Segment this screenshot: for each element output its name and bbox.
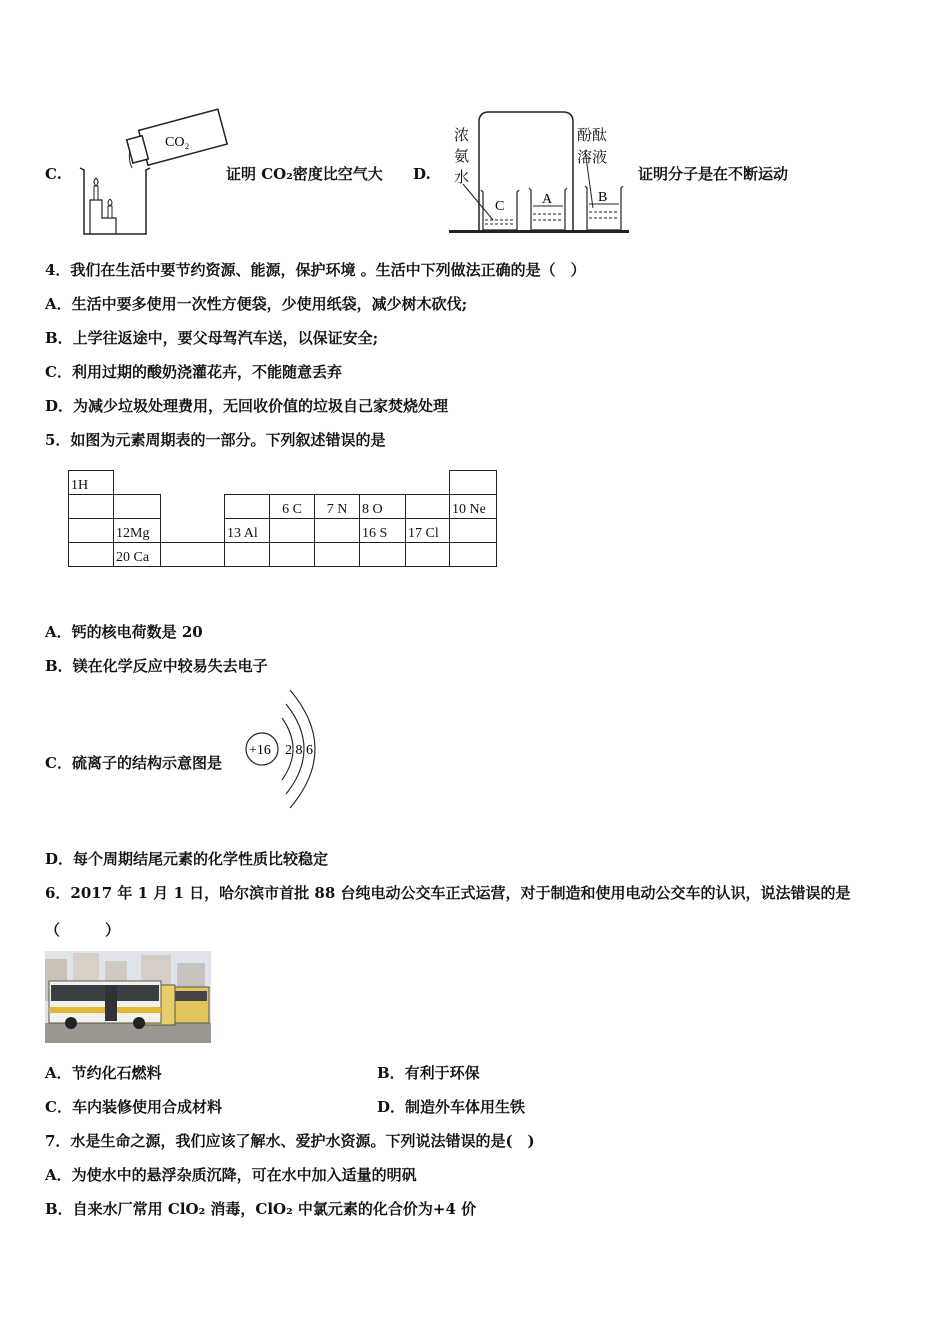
q4-option-c: C．利用过期的酸奶浇灌花卉，不能随意丢弃 <box>45 363 342 381</box>
q6-stem: 6．2017 年 1 月 1 日，哈尔滨市首批 88 台纯电动公交车正式运营，对于制造和使用电动公交车的认识，说法错误的是 <box>45 884 851 902</box>
q6-option-d: D．制造外车体用生铁 <box>377 1098 526 1116</box>
beaker-b-label: B <box>598 190 608 205</box>
periodic-table-fragment <box>68 470 497 567</box>
cell-al: 13 Al <box>225 519 270 543</box>
q3-option-d-text: 证明分子是在不断运动 <box>638 165 789 183</box>
q7-option-a: A．为使水中的悬浮杂质沉降，可在水中加入适量的明矾 <box>45 1166 417 1184</box>
sulfur-ion-structure-diagram <box>240 686 335 818</box>
q6-option-c: C．车内装修使用合成材料 <box>45 1098 222 1116</box>
q4-option-b: B．上学往返途中，要父母驾汽车送，以保证安全; <box>45 329 379 347</box>
nucleus-charge: +16 <box>249 743 271 758</box>
q5-option-c: C．硫离子的结构示意图是 <box>45 754 222 772</box>
electron-shells: 2 8 6 <box>285 743 313 758</box>
q5-option-d: D．每个周期结尾元素的化学性质比较稳定 <box>45 850 329 868</box>
label-an: 氨 <box>454 147 470 165</box>
q4-option-a: A．生活中要多使用一次性方便袋，少使用纸袋，减少树木砍伐; <box>45 295 468 313</box>
q6-option-b: B．有利于环保 <box>377 1064 480 1082</box>
q3-option-c-text: 证明 CO₂密度比空气大 <box>226 165 383 183</box>
label-nong: 浓 <box>454 126 470 144</box>
cell-ne: 10 Ne <box>450 495 497 519</box>
q7-option-b: B．自来水厂常用 ClO₂ 消毒，ClO₂ 中氯元素的化合价为+4 价 <box>45 1200 477 1218</box>
q7-stem: 7．水是生命之源，我们应该了解水、爱护水资源。下列说法错误的是( ) <box>45 1132 535 1150</box>
co2-label: CO₂ <box>165 135 190 150</box>
label-phenolphthalein: 酚酞 <box>577 126 608 144</box>
cell-o: 8 O <box>360 495 406 519</box>
q6-option-a: A．节约化石燃料 <box>45 1064 162 1082</box>
cell-n: 7 N <box>315 495 360 519</box>
q4-option-d: D．为减少垃圾处理费用，无回收价值的垃圾自己家焚烧处理 <box>45 397 449 415</box>
beaker-a-label: A <box>542 192 553 207</box>
label-solution: 溶液 <box>577 148 608 166</box>
co2-pouring-figure <box>70 108 230 242</box>
electric-bus-photo <box>45 951 211 1043</box>
cell-ca: 20 Ca <box>114 543 161 567</box>
cell-cl: 17 Cl <box>406 519 450 543</box>
label-shui: 水 <box>454 168 470 186</box>
q5-option-a: A．钙的核电荷数是 20 <box>45 623 203 641</box>
q5-stem: 5．如图为元素周期表的一部分。下列叙述错误的是 <box>45 431 386 449</box>
cell-h: 1H <box>69 471 114 495</box>
q3-option-c-label: C. <box>45 165 62 183</box>
q3-option-d-label: D. <box>413 165 431 183</box>
q5-option-b: B．镁在化学反应中较易失去电子 <box>45 657 268 675</box>
cell-mg: 12Mg <box>114 519 161 543</box>
q4-stem: 4．我们在生活中要节约资源、能源，保护环境 。生活中下列做法正确的是（ ） <box>45 261 586 279</box>
beaker-c-label: C <box>495 199 505 214</box>
q6-paren: （ ） <box>45 921 121 939</box>
cell-s: 16 S <box>360 519 406 543</box>
cell-c: 6 C <box>270 495 315 519</box>
